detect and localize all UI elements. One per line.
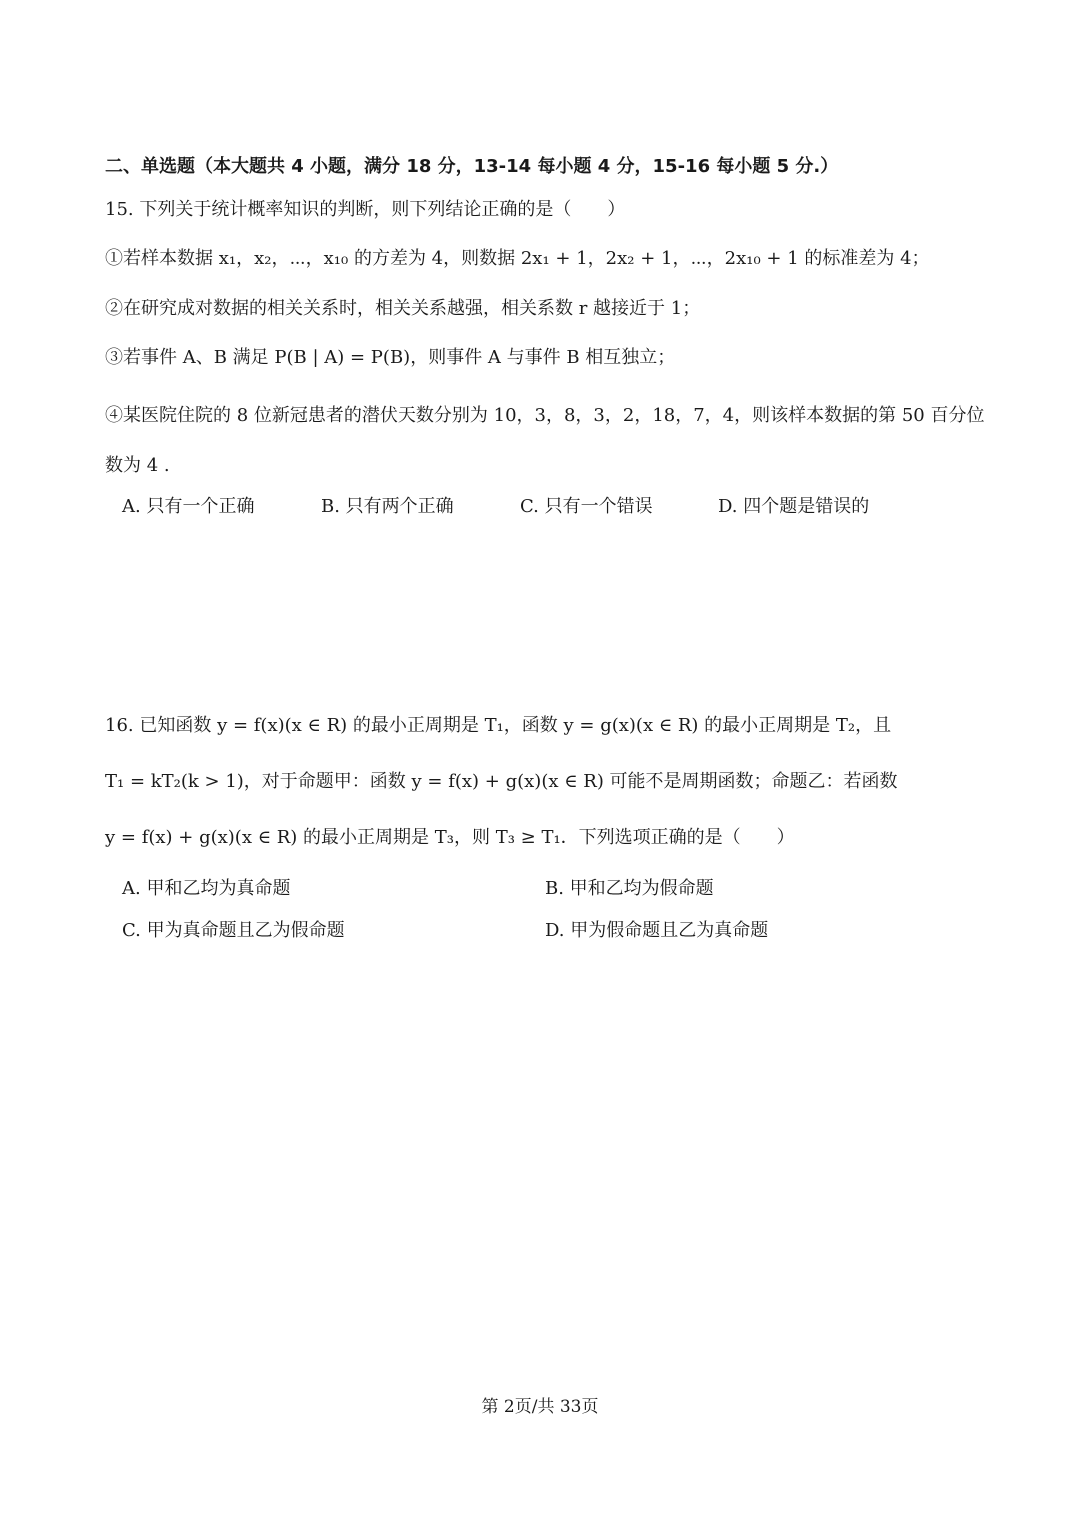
question-15-statement-3: ③若事件 A、B 满足 P(B | A) = P(B)，则事件 A 与事件 B 相互独立； (105, 347, 676, 368)
question-16-line-3: y = f(x) + g(x)(x ∈ R) 的最小正周期是 T₃，则 T₃ ≥ T₁．下列选项正确的是（ ） (105, 827, 795, 848)
question-15-option-d: D. 四个题是错误的 (718, 496, 870, 517)
question-16-line-2: T₁ = kT₂(k > 1)，对于命题甲：函数 y = f(x) + g(x)(x ∈ R) 可能不是周期函数；命题乙：若函数 (105, 771, 898, 792)
question-15-stem: 15. 下列关于统计概率知识的判断，则下列结论正确的是（ ） (105, 199, 626, 220)
question-15-statement-4: ④某医院住院的 8 位新冠患者的潜伏天数分别为 10，3，8，3，2，18，7，4，则该样本数据的第 50 百分位 (105, 405, 985, 426)
question-16-option-c: C. 甲为真命题且乙为假命题 (122, 920, 345, 941)
question-15-statement-1: ①若样本数据 x₁，x₂，⋯，x₁₀ 的方差为 4，则数据 2x₁ + 1，2x₂ + 1，⋯，2x₁₀ + 1 的标准差为 4； (105, 248, 930, 269)
section-title: 二、单选题（本大题共 4 小题，满分 18 分，13-14 每小题 4 分，15-16 每小题 5 分.） (105, 156, 839, 177)
question-16-line-1: 16. 已知函数 y = f(x)(x ∈ R) 的最小正周期是 T₁，函数 y = g(x)(x ∈ R) 的最小正周期是 T₂，且 (105, 715, 892, 736)
page-footer: 第 2页/共 33页 (481, 1397, 599, 1417)
question-16-option-d: D. 甲为假命题且乙为真命题 (545, 920, 769, 941)
question-15-option-a: A. 只有一个正确 (122, 496, 255, 517)
question-16-option-b: B. 甲和乙均为假命题 (545, 878, 714, 899)
question-15-statement-4-cont: 数为 4 . (105, 455, 170, 476)
question-15-option-b: B. 只有两个正确 (321, 496, 454, 517)
question-16-option-a: A. 甲和乙均为真命题 (122, 878, 291, 899)
question-15-statement-2: ②在研究成对数据的相关关系时，相关关系越强，相关系数 r 越接近于 1； (105, 298, 701, 319)
question-15-option-c: C. 只有一个错误 (520, 496, 653, 517)
